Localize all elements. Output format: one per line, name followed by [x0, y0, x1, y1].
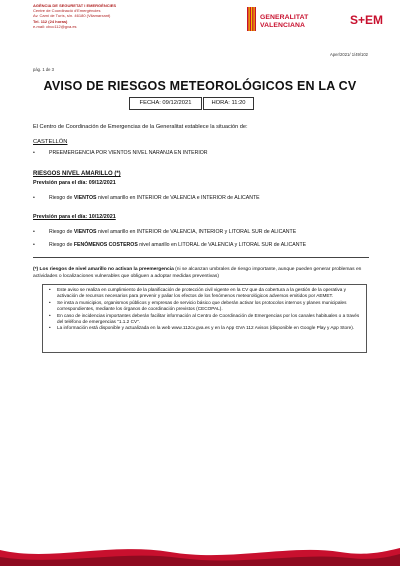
- risk-type: VIENTOS: [73, 229, 97, 235]
- note-strong: (*) Los riesgos de nivel amarillo no activan la preemergencia: [33, 267, 174, 272]
- time-box: HORA: 11:20: [203, 97, 254, 110]
- note-rest: (ni se alcanzan umbrales de riesgo importante, aunque pueden generar problemas en actividades o localizaciones vulnerables que obliguen a adoptar medidas preventivas): [33, 267, 362, 279]
- risk-detail: nivel amarillo en INTERIOR de VALENCIA e INTERIOR de ALICANTE: [96, 195, 260, 201]
- risk-item: [33, 229, 296, 235]
- intro-text: El Centro de Coordinación de Emergencias de la Generalitat establece la situación de:: [33, 124, 248, 130]
- agency-name: AGÈNCIA DE SEGURETAT I EMERGÈNCIES: [33, 3, 117, 8]
- risk-type: VIENTOS: [73, 195, 97, 201]
- province-heading-text: CASTELLÓN: [33, 139, 68, 145]
- document-title: AVISO DE RIESGOS METEOROLÓGICOS EN LA CV: [43, 79, 357, 93]
- sem-logo: S+EM: [350, 13, 384, 27]
- preemergency-item: [33, 150, 208, 156]
- info-box-item: • Se insta a municipios, organismos públicos y empresas de servicio básico que deberán activar los protocolos internos y planes municipales correspondientes, mediante los órganos de coordinación previstos (CECOPAL).: [57, 300, 360, 313]
- agency-email: e-mail: cbcc112@gva.es: [33, 23, 77, 29]
- document-reference: Aper/2021/ 1/49/102: [330, 52, 368, 57]
- generalitat-logo-line1: GENERALITAT: [260, 14, 309, 21]
- footer-wave-decoration: [0, 540, 400, 566]
- risk-prefix: Riesgo de: [49, 242, 74, 248]
- bullet-icon: •: [33, 150, 35, 156]
- agency-phone: Tel. 112 (24 horas): [33, 18, 68, 24]
- preemergency-text: PREEMERGENCIA POR VIENTOS NIVEL NARANJA EN INTERIOR: [49, 150, 208, 156]
- risk-item: [33, 242, 306, 248]
- yellow-risk-heading-text: RIESGOS NIVEL AMARILLO (*): [33, 171, 121, 177]
- bullet-icon: •: [33, 229, 35, 235]
- agency-address-block: [33, 3, 173, 29]
- risk-detail: nivel amarillo en LITORAL de VALENCIA y LITORAL SUR de ALICANTE: [137, 242, 307, 248]
- generalitat-logo-line2: VALENCIANA: [260, 22, 306, 29]
- bullet-icon: •: [33, 242, 35, 248]
- forecast-day1-label: Previsión para el día: 09/12/2021: [33, 180, 116, 186]
- date-box: FECHA: 09/12/2021: [129, 97, 202, 110]
- agency-center: Centre de Coordinació d'Emergències: [33, 8, 101, 14]
- section-divider: [33, 257, 369, 258]
- yellow-level-note: [33, 267, 367, 280]
- info-box-item: • Este aviso se realiza en cumplimiento de la planificación de protección civil vigente en la CV que da cobertura a la gestión de la operativa y activación de recursos necesarios para prevenir y paliar los efectos de los fenómenos meteorológicos adversos emitidos por AEMET.: [57, 287, 360, 300]
- page-number: pág. 1 de 3: [33, 67, 54, 72]
- risk-type: FENÓMENOS COSTEROS: [73, 242, 138, 248]
- info-box-item: • En caso de incidencias importantes deberán facilitar información al Centro de Coordinación de Emergencias por los canales habituales o a través del teléfono de emergencias "1.1.2 CV".: [57, 313, 360, 326]
- info-box: [42, 284, 367, 353]
- province-heading: [33, 139, 67, 145]
- yellow-risk-heading: [33, 171, 121, 177]
- risk-prefix: Riesgo de: [49, 195, 74, 201]
- risk-item: [33, 195, 260, 201]
- risk-detail: nivel amarillo en INTERIOR de VALENCIA, INTERIOR y LITORAL SUR de ALICANTE: [96, 229, 297, 235]
- agency-address: Av. Camí de Turís, s/n. 46180 (Vilamarxant): [33, 13, 111, 19]
- risk-prefix: Riesgo de: [49, 229, 74, 235]
- forecast-day2-label: [33, 214, 116, 220]
- generalitat-bars-icon: [247, 7, 256, 31]
- generalitat-logo: [247, 7, 342, 37]
- bullet-icon: •: [33, 195, 35, 201]
- info-box-item: • La información está disponible y actualizada en la web www.112cv.gva.es y en la App GVA 112 Avisos (disponible en Google Play y App Store).: [57, 325, 360, 331]
- forecast-day2-label-text: Previsión para el día: 10/12/2021: [33, 214, 116, 220]
